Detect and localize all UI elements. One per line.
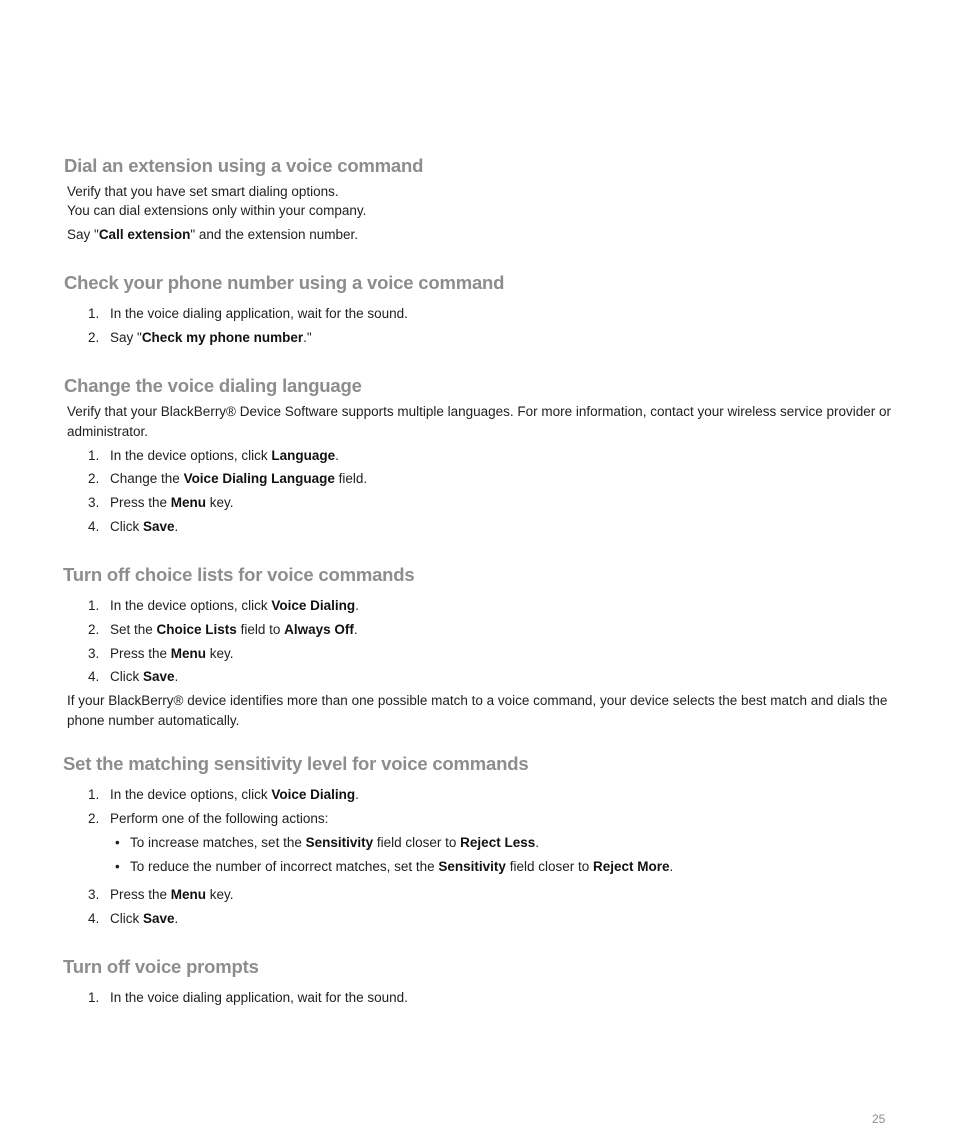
step-text: To increase matches, set the	[130, 835, 306, 850]
ui-term: Menu	[170, 646, 207, 661]
ui-term: Menu	[170, 887, 207, 902]
ui-term: Voice Dialing	[271, 598, 356, 613]
step-text: .	[355, 787, 359, 802]
step-number: 1.	[88, 598, 100, 613]
ui-term: Save	[143, 669, 175, 684]
step-text: In the voice dialing application, wait for the sound.	[110, 990, 408, 1005]
section-heading-voice-prompts: Turn off voice prompts	[63, 956, 259, 977]
ui-term: Sensitivity	[438, 859, 506, 874]
section-heading-sensitivity: Set the matching sensitivity level for voice commands	[63, 753, 529, 774]
step-text	[110, 785, 359, 804]
step-text: Change the	[110, 471, 184, 486]
step-text: .	[174, 519, 179, 534]
prerequisite-text: Verify that you have set smart dialing options.	[67, 184, 339, 199]
step-text: In the voice dialing application, wait for the sound.	[110, 306, 408, 321]
step-text: Say "	[67, 227, 99, 242]
step-text: To reduce the number of incorrect matches, set the	[130, 859, 439, 874]
step-text: .	[669, 859, 674, 874]
step-text: In the device options, click	[110, 448, 272, 463]
step-text: Click	[110, 911, 143, 926]
instruction-step	[67, 225, 358, 245]
step-text: In the device options, click	[110, 598, 272, 613]
step-text: key.	[206, 646, 234, 661]
step-text: Click	[110, 669, 143, 684]
step-text: In the device options, click	[110, 787, 272, 802]
step-text	[110, 328, 312, 347]
step-text	[110, 493, 234, 512]
step-text	[110, 644, 234, 663]
section-heading-dial-extension: Dial an extension using a voice command	[64, 155, 424, 176]
ui-term: Sensitivity	[305, 835, 374, 850]
step-text: Perform one of the following actions:	[110, 811, 329, 826]
step-number: 3.	[88, 887, 100, 902]
step-number: 2.	[88, 811, 100, 826]
ui-term: Voice Dialing Language	[183, 471, 335, 486]
step-text	[110, 909, 178, 928]
step-number: 3.	[88, 495, 100, 510]
ui-term: Language	[271, 448, 336, 463]
bullet-text	[130, 857, 673, 876]
step-text: field.	[334, 471, 368, 486]
step-text: field closer to	[505, 859, 593, 874]
step-text: Click	[110, 519, 143, 534]
note-text: If your BlackBerry® device identifies more than one possible match to a voice command, your device selects the best match and dials the phone number automatically.	[67, 693, 888, 728]
step-number: 2.	[88, 622, 100, 637]
step-text: .	[335, 448, 339, 463]
ui-term: Save	[143, 911, 175, 926]
step-text: ."	[303, 330, 312, 345]
step-number: 1.	[88, 306, 100, 321]
ui-term: Always Off	[284, 622, 354, 637]
step-number: 4.	[88, 911, 100, 926]
section-heading-check-phone-number: Check your phone number using a voice command	[64, 272, 505, 293]
voice-command-text: Call extension	[98, 227, 191, 242]
step-number: 2.	[88, 330, 100, 345]
bullet-icon: •	[115, 859, 120, 874]
step-number: 1.	[88, 787, 100, 802]
step-text: Set the	[110, 622, 157, 637]
step-text: Press the	[110, 495, 171, 510]
step-text	[110, 667, 178, 686]
step-text: .	[174, 669, 179, 684]
step-text: Press the	[110, 887, 171, 902]
section-heading-change-language: Change the voice dialing language	[64, 375, 362, 396]
step-text: key.	[206, 887, 234, 902]
prerequisite-text: You can dial extensions only within your company.	[67, 203, 367, 218]
voice-command-text: Check my phone number	[141, 330, 304, 345]
bullet-icon: •	[115, 835, 120, 850]
bullet-text	[130, 833, 539, 852]
step-number: 4.	[88, 669, 100, 684]
step-text: .	[355, 598, 359, 613]
ui-term: Voice Dialing	[271, 787, 356, 802]
step-number: 4.	[88, 519, 100, 534]
step-text: .	[174, 911, 179, 926]
ui-term: Save	[143, 519, 175, 534]
section-heading-choice-lists: Turn off choice lists for voice commands	[63, 564, 415, 585]
step-text: key.	[206, 495, 234, 510]
step-text	[110, 885, 234, 904]
step-text: field closer to	[373, 835, 461, 850]
step-text: field to	[236, 622, 285, 637]
step-text: Say "	[110, 330, 142, 345]
step-text	[110, 620, 358, 639]
step-text	[110, 469, 367, 488]
step-text: .	[353, 622, 358, 637]
step-text	[110, 517, 178, 536]
step-text: " and the extension number.	[190, 227, 358, 242]
step-number: 1.	[88, 990, 100, 1005]
step-text: .	[535, 835, 539, 850]
prerequisite-text: Verify that your BlackBerry® Device Software supports multiple languages. For more information, contact your wireless service provider or administrator.	[67, 404, 892, 439]
page-number: 25	[872, 1112, 886, 1126]
ui-term: Menu	[170, 495, 207, 510]
step-number: 3.	[88, 646, 100, 661]
step-number: 2.	[88, 471, 100, 486]
step-text	[110, 446, 339, 465]
ui-term: Reject Less	[460, 835, 536, 850]
ui-term: Choice Lists	[156, 622, 237, 637]
step-text	[110, 596, 359, 615]
ui-term: Reject More	[592, 859, 670, 874]
step-text: Press the	[110, 646, 171, 661]
step-number: 1.	[88, 448, 100, 463]
